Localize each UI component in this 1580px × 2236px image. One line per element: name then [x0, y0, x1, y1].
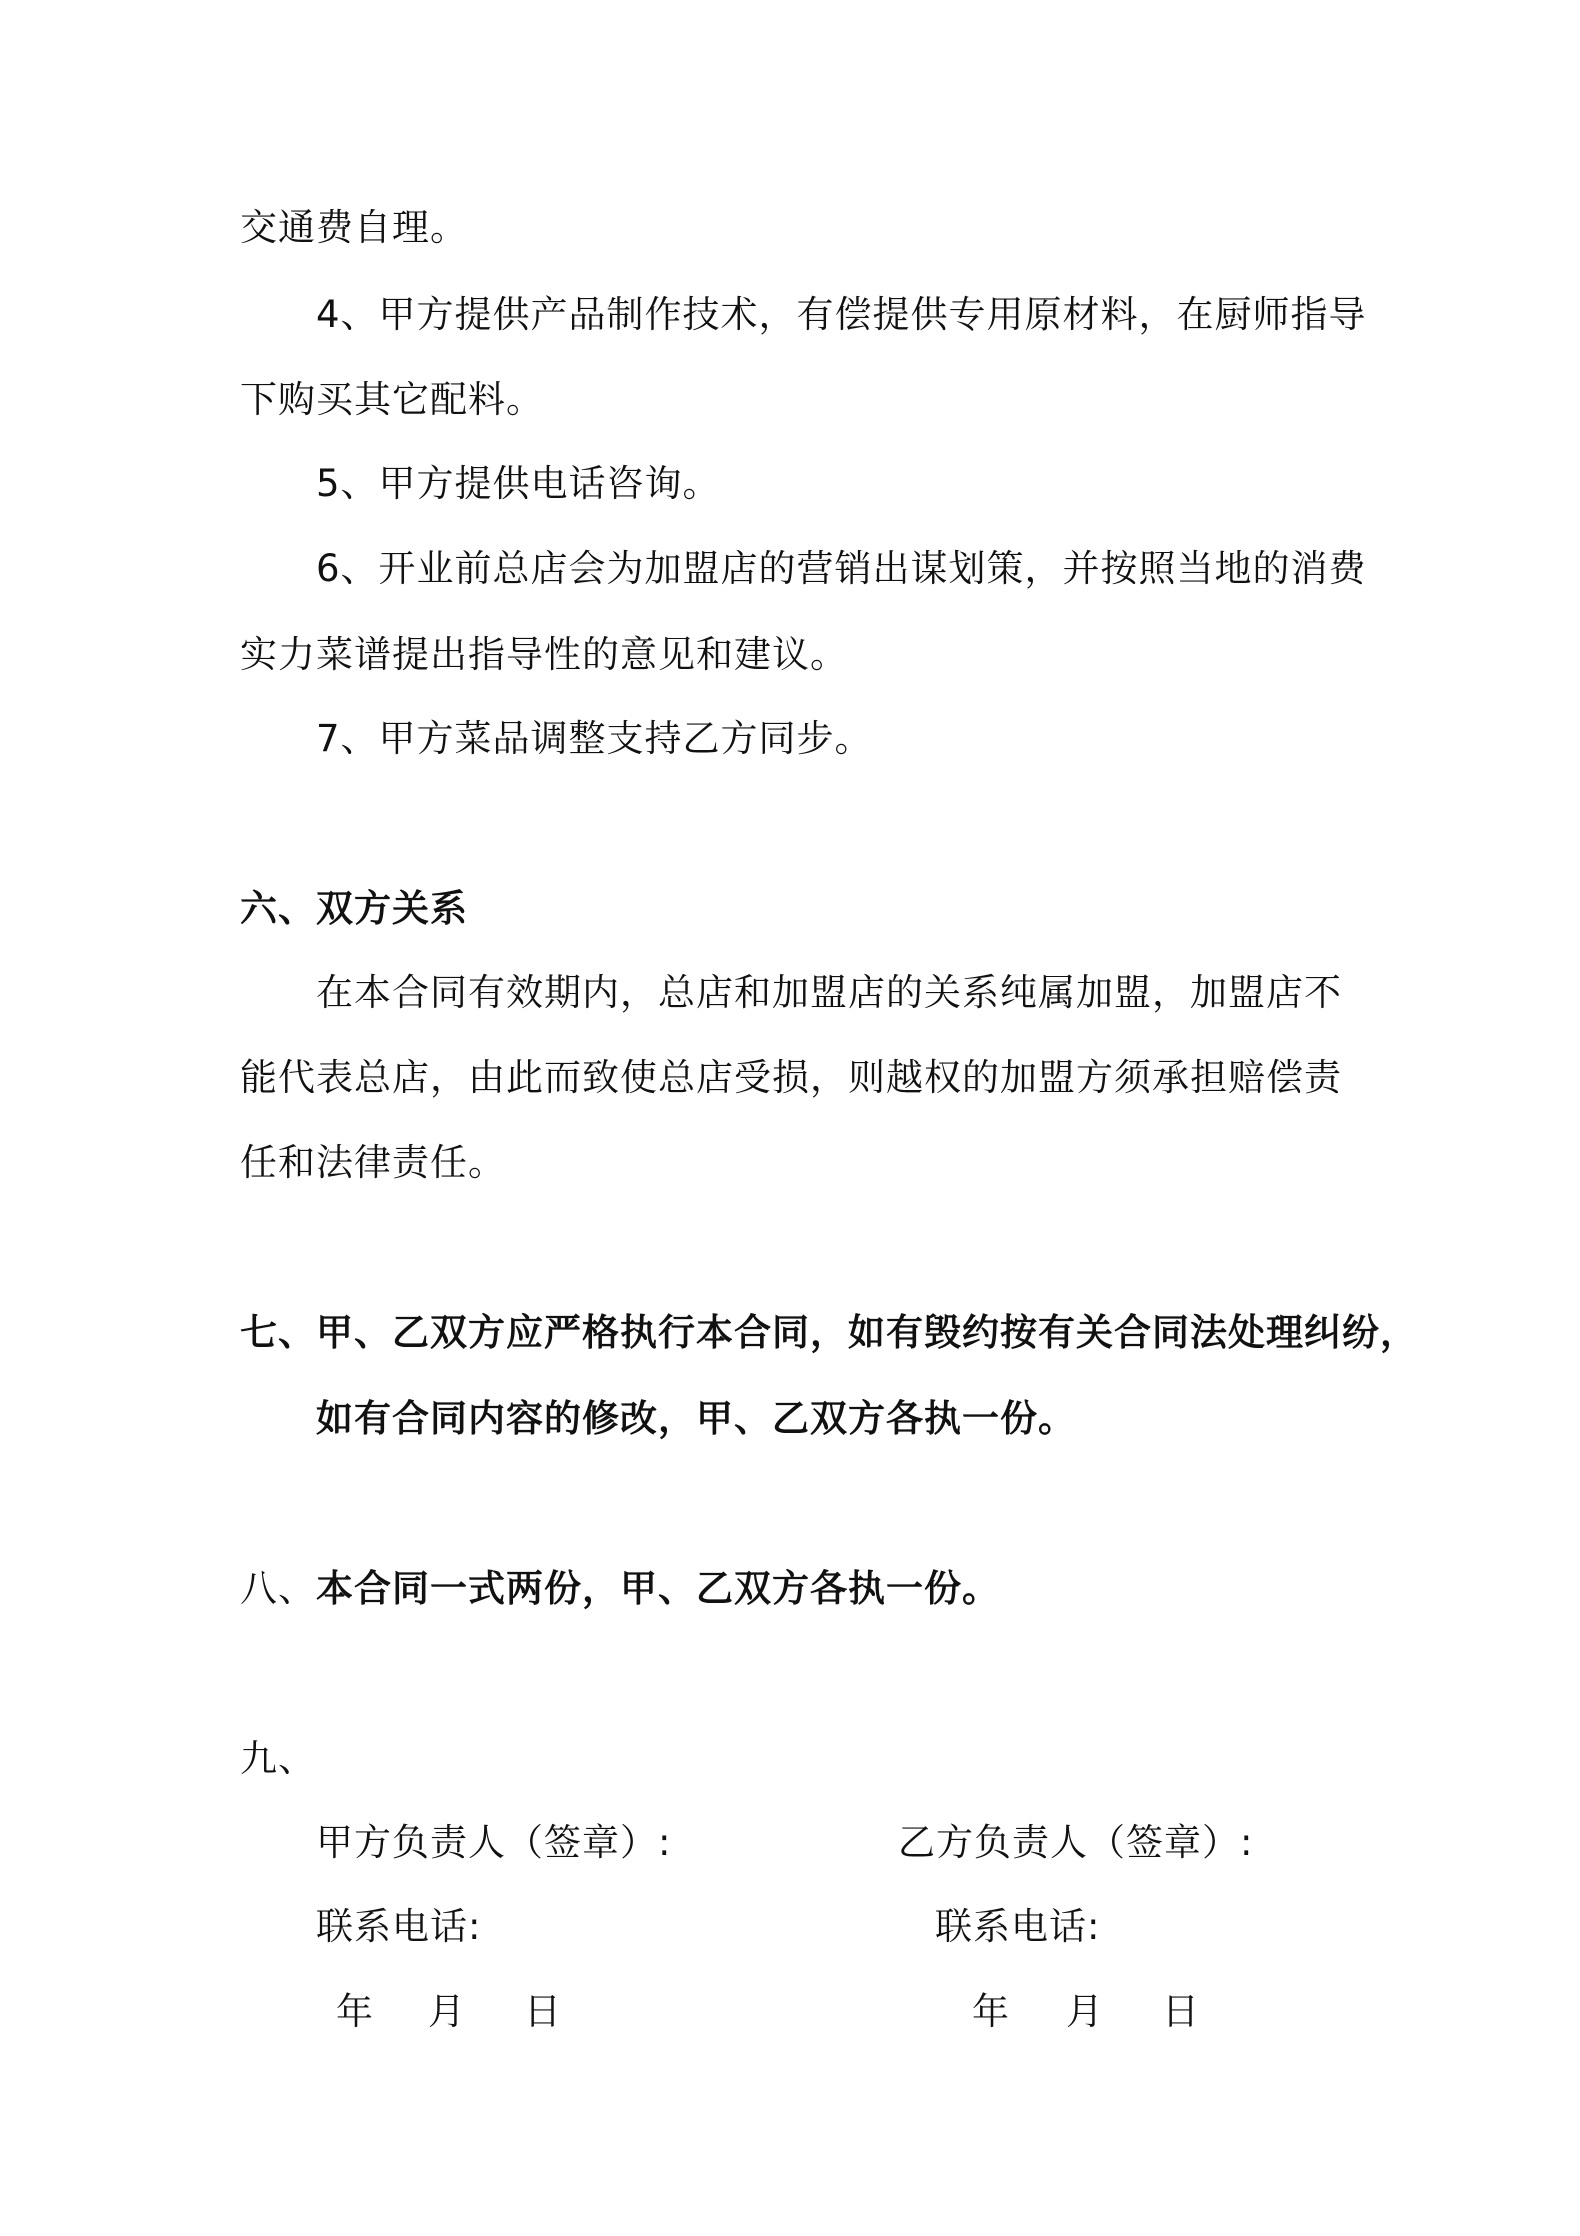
party-b-date-day: 日 [1162, 1990, 1200, 2033]
text-line-item-7: 7、甲方菜品调整支持乙方同步。 [316, 717, 873, 760]
section-relationship-line-3: 任和法律责任。 [240, 1141, 506, 1184]
text-line-item-6: 6、开业前总店会为加盟店的营销出谋划策，并按照当地的消费 [316, 547, 1367, 590]
party-a-phone-label: 联系电话: [316, 1905, 482, 1948]
text-line-item-6-cont: 实力菜谱提出指导性的意见和建议。 [240, 633, 848, 676]
party-b-phone-label: 联系电话: [935, 1905, 1101, 1948]
party-a-date-year: 年 [336, 1990, 374, 2033]
party-b-date-month: 月 [1066, 1990, 1104, 2033]
section-seven-line-2: 如有合同内容的修改，甲、乙双方各执一份。 [316, 1397, 1076, 1440]
text-line-item-5: 5、甲方提供电话咨询。 [316, 462, 721, 505]
section-relationship-line-1: 在本合同有效期内，总店和加盟店的关系纯属加盟，加盟店不 [316, 971, 1342, 1014]
party-a-date [336, 1987, 562, 2037]
party-b-signature-label: 乙方负责人（签章）: [898, 1821, 1254, 1864]
party-b-date [972, 1987, 1200, 2037]
section-eight [240, 1564, 1000, 1614]
party-b-date-year: 年 [972, 1990, 1010, 2033]
section-eight-text: 本合同一式两份，甲、乙双方各执一份。 [316, 1567, 1000, 1610]
section-seven-line-1: 七、甲、乙双方应严格执行本合同，如有毁约按有关合同法处理纠纷， [240, 1311, 1418, 1354]
text-line-travel-expenses: 交通费自理。 [240, 206, 468, 249]
section-heading-relationship: 六、双方关系 [240, 887, 468, 930]
party-a-date-month: 月 [428, 1990, 466, 2033]
section-nine-prefix: 九、 [240, 1737, 316, 1780]
text-line-item-4: 4、甲方提供产品制作技术，有偿提供专用原材料，在厨师指导 [316, 293, 1367, 336]
section-relationship-line-2: 能代表总店，由此而致使总店受损，则越权的加盟方须承担赔偿责 [240, 1056, 1342, 1099]
section-eight-prefix: 八、 [240, 1567, 316, 1610]
party-a-date-day: 日 [524, 1990, 562, 2033]
text-line-item-4-cont: 下购买其它配料。 [240, 378, 544, 421]
party-a-signature-label: 甲方负责人（签章）: [316, 1821, 672, 1864]
